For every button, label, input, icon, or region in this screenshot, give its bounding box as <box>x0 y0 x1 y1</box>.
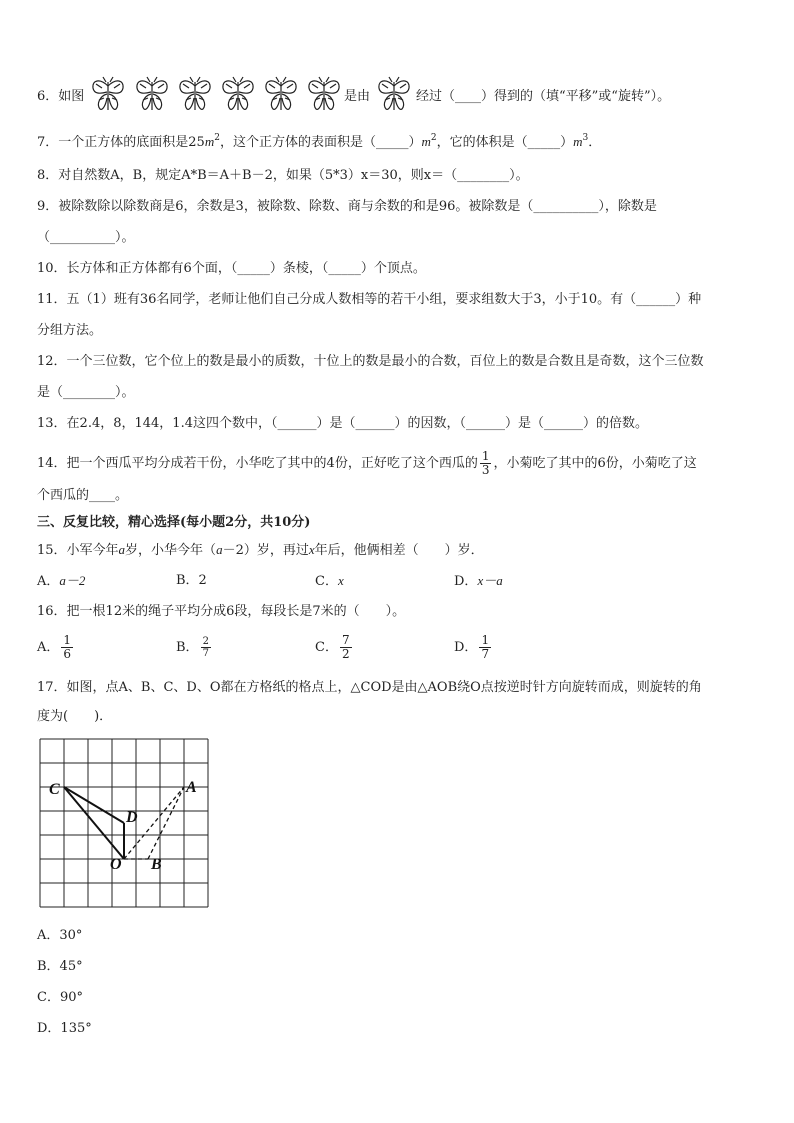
q7-text-c: ，它的体积是（_____） <box>436 135 574 150</box>
point-d-label: D <box>126 809 138 826</box>
q15-text-c: －2）岁，再过 <box>222 543 309 558</box>
fraction-numerator: 2 <box>202 636 209 647</box>
q9-line-1: 9．被除数除以除数商是6，余数是3，被除数、除数、商与余数的和是96。被除数是（__________），除数是 <box>37 199 657 214</box>
q10-line: 10．长方体和正方体都有6个面，（_____）条棱，（_____）个顶点。 <box>37 261 426 276</box>
q15-var-1: a <box>118 542 126 557</box>
q7-unit-1: m <box>204 134 215 149</box>
q17-line-1: 17．如图，点A、B、C、D、O都在方格纸的格点上，△COD是由△AOB绕O点按逆时针方向旋转而成，则旋转的角 <box>37 680 702 695</box>
q15-option-d[interactable] <box>454 573 503 590</box>
q14-fraction <box>480 450 492 477</box>
q17-option-a[interactable]: A．30° <box>37 928 83 943</box>
point-b-label: B <box>151 856 162 873</box>
q16-option-c-label: C． <box>315 640 338 655</box>
q7-unit-2: m <box>421 134 431 149</box>
butterfly-icon <box>90 76 126 114</box>
point-c-label: C <box>49 781 60 798</box>
fraction-denominator: 2 <box>341 647 350 661</box>
q15-option-a-label: A． <box>37 574 60 589</box>
q7-sup-1: 2 <box>214 133 220 143</box>
q7-text-a: 7．一个正方体的底面积是25 <box>37 135 205 150</box>
butterfly-icon <box>134 76 170 114</box>
fraction-numerator: 7 <box>341 633 350 647</box>
q11-line-2: 分组方法。 <box>37 323 103 338</box>
q16-option-d-fraction <box>479 634 491 661</box>
q7-sup-2: 2 <box>430 133 437 143</box>
q16-line: 16．把一根12米的绳子平均分成6段，每段长是7米的（ ）。 <box>37 604 406 619</box>
butterfly-icon <box>177 76 213 114</box>
fraction-denominator: 7 <box>202 648 209 659</box>
q15-var-2: a <box>216 542 223 557</box>
q16-option-d[interactable] <box>454 631 493 665</box>
q14-fraction-denominator: 3 <box>481 463 490 477</box>
fraction-denominator: 7 <box>481 647 490 661</box>
q16-option-a[interactable] <box>37 631 75 665</box>
fraction-denominator: 6 <box>63 647 72 661</box>
fraction-numerator: 1 <box>63 633 72 647</box>
q16-option-a-label: A． <box>37 640 60 655</box>
q17-option-b[interactable]: B．45° <box>37 959 83 974</box>
q15-var-3: x <box>308 542 315 557</box>
q12-line-2: 是（________）。 <box>37 385 135 400</box>
q15-option-d-label: D． <box>454 574 478 589</box>
q15-option-c[interactable] <box>315 573 344 590</box>
q17-option-d[interactable]: D．135° <box>37 1021 92 1036</box>
q16-option-d-label: D． <box>454 640 478 655</box>
q7-line <box>37 130 601 151</box>
q15-text-b: 岁，小华今年（ <box>125 543 217 558</box>
point-a-label: A <box>186 779 197 796</box>
q15-option-b[interactable]: B．2 <box>176 573 207 588</box>
q7-unit-3: m <box>573 134 583 149</box>
q14-line-2: 个西瓜的____。 <box>37 488 129 503</box>
q15-text-d: 年后，他俩相差（ ）岁． <box>314 543 484 558</box>
q16-option-b-label: B． <box>176 640 199 655</box>
q15-text-a: 15．小军今年 <box>37 543 119 558</box>
q14-text-b: ，小菊吃了其中的6份，小菊吃了这 <box>493 456 697 471</box>
q17-option-c[interactable]: C．90° <box>37 990 83 1005</box>
q8-line: 8．对自然数A，B，规定A*B＝A＋B－2，如果（5*3）x＝30，则x＝（________）。 <box>37 168 529 183</box>
q9-line-2: （__________）。 <box>37 230 135 245</box>
q7-text-b: ，这个正方体的表面积是（_____） <box>219 135 422 150</box>
q6-text-2: 是由 <box>344 89 371 104</box>
triangle-cod <box>64 787 124 859</box>
q6-text-1: 如图 <box>58 89 85 104</box>
q7-text-d: ． <box>588 135 602 150</box>
q16-option-c[interactable] <box>315 631 354 665</box>
q12-line-1: 12．一个三位数，它个位上的数是最小的质数，十位上的数是最小的合数，百位上的数是合数且是奇数，这个三位数 <box>37 354 704 369</box>
q6-number: 6． <box>37 89 59 104</box>
q11-line-1: 11．五（1）班有36名同学，老师让他们自己分成人数相等的若干小组，要求组数大于3，小于10。有（______）种 <box>37 292 702 307</box>
q6-text-3: 经过（____）得到的（填“平移”或“旋转”）。 <box>416 89 671 104</box>
q17-line-2: 度为( )． <box>37 709 113 724</box>
section-3-heading: 三、反复比较，精心选择(每小题2分，共10分) <box>37 515 311 530</box>
q15-option-a[interactable] <box>37 573 85 590</box>
q16-option-b[interactable] <box>176 631 213 665</box>
butterfly-icon <box>263 76 299 114</box>
point-o-label: O <box>110 856 122 873</box>
q16-option-b-fraction <box>201 636 211 659</box>
q16-option-a-fraction <box>61 634 73 661</box>
q15-option-c-label: C． <box>315 574 338 589</box>
q16-option-c-fraction <box>340 634 352 661</box>
q15-line <box>37 542 484 559</box>
q15-option-a-value: a－2 <box>59 573 86 588</box>
butterfly-icon <box>376 76 412 114</box>
q14-text-a: 14．把一个西瓜平均分成若干份，小华吃了其中的4份，正好吃了这个西瓜的 <box>37 456 478 471</box>
q6-line <box>37 89 84 105</box>
q15-option-c-value: x <box>337 573 344 588</box>
q7-sup-3: 3 <box>582 133 589 143</box>
q14-fraction-numerator: 1 <box>481 449 490 463</box>
q14-line-1 <box>37 447 697 481</box>
butterfly-icon <box>220 76 256 114</box>
fraction-numerator: 1 <box>481 633 490 647</box>
q15-option-d-value: x－a <box>477 573 503 588</box>
rotation-grid-figure <box>36 736 212 911</box>
q13-line: 13．在2.4，8，144，1.4这四个数中，（______）是（______）的因数，（______）是（______）的倍数。 <box>37 416 648 431</box>
butterfly-icon <box>306 76 342 114</box>
